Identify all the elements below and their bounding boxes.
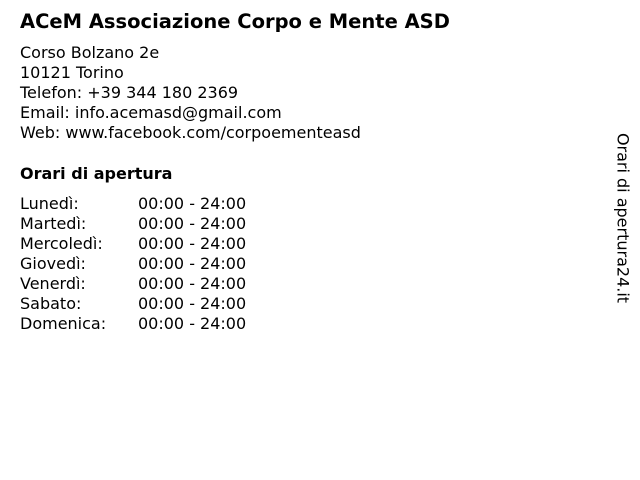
- day-label: Venerdì:: [20, 274, 86, 293]
- day-label: Giovedì:: [20, 254, 86, 273]
- hours-row-monday: [20, 194, 280, 214]
- contact-info: [20, 43, 361, 143]
- time-range: 00:00 - 24:00: [138, 194, 247, 213]
- hours-row-thursday: [20, 254, 280, 274]
- opening-hours-table: [20, 194, 280, 334]
- web-text: Web: www.facebook.com/corpoementeasd: [20, 123, 361, 142]
- hours-row-wednesday: [20, 234, 280, 254]
- day-label: Mercoledì:: [20, 234, 103, 253]
- address-city: 10121 Torino: [20, 63, 124, 82]
- hours-row-friday: [20, 274, 280, 294]
- time-range: 00:00 - 24:00: [138, 294, 247, 313]
- time-range: 00:00 - 24:00: [138, 254, 247, 273]
- address-street: Corso Bolzano 2e: [20, 43, 160, 62]
- time-range: 00:00 - 24:00: [138, 214, 247, 233]
- email-text: Email: info.acemasd@gmail.com: [20, 103, 282, 122]
- time-range: 00:00 - 24:00: [138, 274, 247, 293]
- day-label: Martedì:: [20, 214, 87, 233]
- day-label: Lunedì:: [20, 194, 79, 213]
- day-label: Sabato:: [20, 294, 82, 313]
- time-range: 00:00 - 24:00: [138, 314, 247, 333]
- hours-row-saturday: [20, 294, 280, 314]
- opening-hours-heading: Orari di apertura: [20, 164, 173, 183]
- day-label: Domenica:: [20, 314, 107, 333]
- site-watermark: Orari di apertura24.it: [613, 132, 633, 304]
- hours-row-sunday: [20, 314, 280, 334]
- phone-text: Telefon: +39 344 180 2369: [20, 83, 239, 102]
- business-name: ACeM Associazione Corpo e Mente ASD: [20, 10, 450, 33]
- hours-row-tuesday: [20, 214, 280, 234]
- time-range: 00:00 - 24:00: [138, 234, 247, 253]
